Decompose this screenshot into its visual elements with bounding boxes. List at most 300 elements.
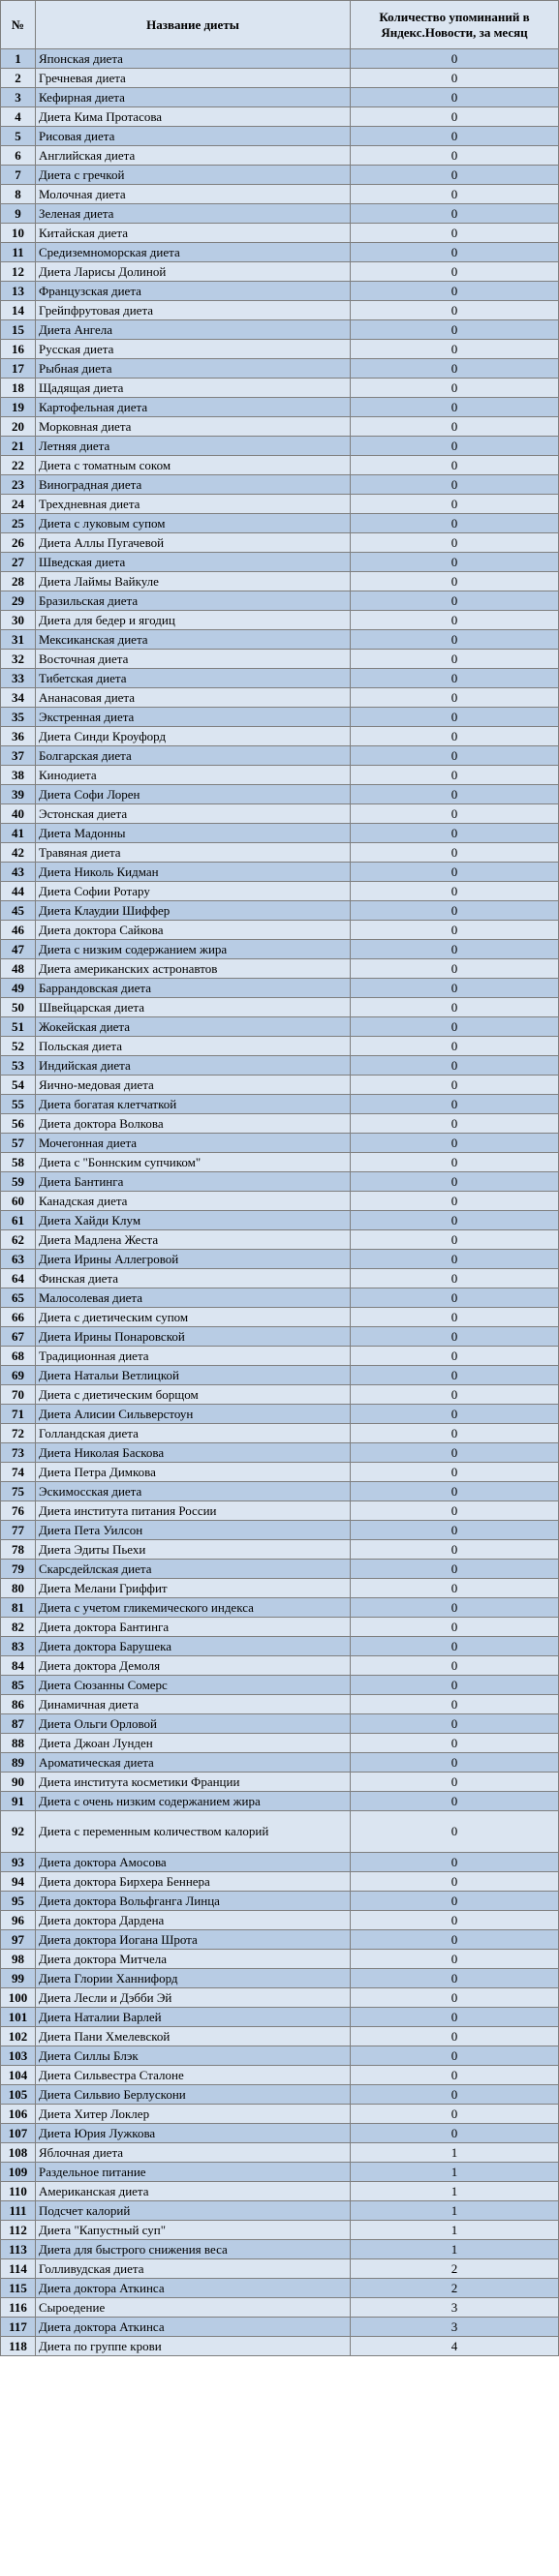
table-row	[1, 1288, 559, 1308]
row-number: 105	[1, 2085, 36, 2105]
diet-name: Диета для бедер и ягодиц	[36, 611, 351, 630]
table-row	[1, 1930, 559, 1950]
diet-name: Средиземноморская диета	[36, 243, 351, 262]
mention-count: 0	[351, 1037, 559, 1056]
diet-name: Финская диета	[36, 1269, 351, 1288]
row-number: 5	[1, 127, 36, 146]
table-row	[1, 185, 559, 204]
mention-count: 0	[351, 1872, 559, 1892]
mention-count: 0	[351, 1327, 559, 1347]
table-row	[1, 1540, 559, 1560]
row-number: 54	[1, 1076, 36, 1095]
row-number: 65	[1, 1288, 36, 1308]
table-row	[1, 785, 559, 804]
diet-name: Диета Хайди Клум	[36, 1211, 351, 1230]
mention-count: 0	[351, 1598, 559, 1618]
diet-name: Восточная диета	[36, 650, 351, 669]
table-row	[1, 2046, 559, 2066]
header-row	[1, 1, 559, 49]
diet-name: Морковная диета	[36, 417, 351, 437]
diet-name: Диета Петра Димкова	[36, 1463, 351, 1482]
mention-count: 0	[351, 69, 559, 88]
mention-count: 0	[351, 1540, 559, 1560]
row-number: 66	[1, 1308, 36, 1327]
diet-name: Диета доктора Аткинса	[36, 2318, 351, 2337]
table-body	[1, 49, 559, 2356]
row-number: 40	[1, 804, 36, 824]
mention-count: 0	[351, 1424, 559, 1443]
table-row	[1, 49, 559, 69]
table-row	[1, 1734, 559, 1753]
mention-count: 0	[351, 1385, 559, 1405]
row-number: 74	[1, 1463, 36, 1482]
row-number: 21	[1, 437, 36, 456]
diet-name: Виноградная диета	[36, 475, 351, 495]
diet-name: Диета Пани Хмелевской	[36, 2027, 351, 2046]
mention-count: 0	[351, 959, 559, 979]
row-number: 1	[1, 49, 36, 69]
mention-count: 0	[351, 2066, 559, 2085]
table-row	[1, 2182, 559, 2201]
table-row	[1, 1134, 559, 1153]
diet-name: Диета Пета Уилсон	[36, 1521, 351, 1540]
diet-name: Канадская диета	[36, 1192, 351, 1211]
diet-name: Диета доктора Иогана Шрота	[36, 1930, 351, 1950]
row-number: 101	[1, 2008, 36, 2027]
diet-name: Диета института питания России	[36, 1501, 351, 1521]
diet-name: Диета института косметики Франции	[36, 1773, 351, 1792]
mention-count: 0	[351, 359, 559, 379]
table-row	[1, 1405, 559, 1424]
mention-count: 0	[351, 1930, 559, 1950]
row-number: 99	[1, 1969, 36, 1988]
diet-name: Диета с луковым супом	[36, 514, 351, 533]
diet-name: Диета доктора Демоля	[36, 1656, 351, 1676]
table-row	[1, 417, 559, 437]
table-row	[1, 708, 559, 727]
diet-name: Диета доктора Амосова	[36, 1853, 351, 1872]
table-row	[1, 2259, 559, 2279]
table-row	[1, 2143, 559, 2163]
diet-name: Диета Клаудии Шиффер	[36, 901, 351, 921]
diet-name: Зеленая диета	[36, 204, 351, 224]
mention-count: 0	[351, 2027, 559, 2046]
table-row	[1, 437, 559, 456]
table-row	[1, 1385, 559, 1405]
mention-count: 1	[351, 2143, 559, 2163]
row-number: 35	[1, 708, 36, 727]
table-row	[1, 1192, 559, 1211]
mention-count: 0	[351, 1579, 559, 1598]
table-row	[1, 746, 559, 766]
table-row	[1, 901, 559, 921]
diet-name: Бразильская диета	[36, 591, 351, 611]
row-number: 114	[1, 2259, 36, 2279]
diet-name: Диета Мадлена Жеста	[36, 1230, 351, 1250]
mention-count: 0	[351, 921, 559, 940]
table-row	[1, 1230, 559, 1250]
table-row	[1, 1872, 559, 1892]
mention-count: 0	[351, 204, 559, 224]
row-number: 23	[1, 475, 36, 495]
row-number: 27	[1, 553, 36, 572]
diet-name: Диета доктора Барушека	[36, 1637, 351, 1656]
diet-name: Диета с "Боннским супчиком"	[36, 1153, 351, 1172]
table-row	[1, 804, 559, 824]
diet-name: Диета Мелани Гриффит	[36, 1579, 351, 1598]
table-row	[1, 1501, 559, 1521]
diet-name: Диета доктора Дардена	[36, 1911, 351, 1930]
mention-count: 0	[351, 1114, 559, 1134]
mention-count: 0	[351, 727, 559, 746]
row-number: 22	[1, 456, 36, 475]
diet-name: Диета Кима Протасова	[36, 107, 351, 127]
mention-count: 0	[351, 1153, 559, 1172]
table-row	[1, 475, 559, 495]
row-number: 25	[1, 514, 36, 533]
table-row	[1, 998, 559, 1017]
mention-count: 0	[351, 611, 559, 630]
row-number: 24	[1, 495, 36, 514]
diet-name: Диета Сильвио Берлускони	[36, 2085, 351, 2105]
row-number: 11	[1, 243, 36, 262]
table-row	[1, 2279, 559, 2298]
row-number: 82	[1, 1618, 36, 1637]
mention-count: 0	[351, 1288, 559, 1308]
row-number: 26	[1, 533, 36, 553]
diet-name: Американская диета	[36, 2182, 351, 2201]
row-number: 91	[1, 1792, 36, 1811]
diet-name: Диета для быстрого снижения веса	[36, 2240, 351, 2259]
diet-name: Болгарская диета	[36, 746, 351, 766]
diet-name: Диета с учетом гликемического индекса	[36, 1598, 351, 1618]
mention-count: 0	[351, 669, 559, 688]
table-row	[1, 166, 559, 185]
mention-count: 0	[351, 2124, 559, 2143]
diet-name: Экстренная диета	[36, 708, 351, 727]
row-number: 108	[1, 2143, 36, 2163]
diet-name: Диета с диетическим супом	[36, 1308, 351, 1327]
row-number: 28	[1, 572, 36, 591]
diet-name: Швейцарская диета	[36, 998, 351, 1017]
diet-name: Яблочная диета	[36, 2143, 351, 2163]
mention-count: 0	[351, 320, 559, 340]
table-row	[1, 1714, 559, 1734]
row-number: 56	[1, 1114, 36, 1134]
row-number: 63	[1, 1250, 36, 1269]
mention-count: 0	[351, 1250, 559, 1269]
row-number: 77	[1, 1521, 36, 1540]
diet-name: Диета Глории Ханнифорд	[36, 1969, 351, 1988]
diet-name: Шведская диета	[36, 553, 351, 572]
row-number: 50	[1, 998, 36, 1017]
header-mention-count: Количество упоминаний в Яндекс.Новости, за месяц	[351, 1, 559, 49]
row-number: 106	[1, 2105, 36, 2124]
row-number: 87	[1, 1714, 36, 1734]
diet-name: Диета Мадонны	[36, 824, 351, 843]
diet-name: Диета Ларисы Долиной	[36, 262, 351, 282]
mention-count: 0	[351, 2105, 559, 2124]
mention-count: 0	[351, 1405, 559, 1424]
table-row	[1, 1656, 559, 1676]
diet-name: Диета доктора Сайкова	[36, 921, 351, 940]
row-number: 81	[1, 1598, 36, 1618]
mention-count: 0	[351, 708, 559, 727]
table-row	[1, 1482, 559, 1501]
table-row	[1, 940, 559, 959]
row-number: 39	[1, 785, 36, 804]
row-number: 4	[1, 107, 36, 127]
table-row	[1, 650, 559, 669]
table-row	[1, 1560, 559, 1579]
mention-count: 0	[351, 630, 559, 650]
mention-count: 0	[351, 591, 559, 611]
mention-count: 0	[351, 1501, 559, 1521]
row-number: 113	[1, 2240, 36, 2259]
table-row	[1, 533, 559, 553]
mention-count: 0	[351, 1911, 559, 1930]
table-row	[1, 243, 559, 262]
table-row	[1, 224, 559, 243]
table-row	[1, 863, 559, 882]
row-number: 49	[1, 979, 36, 998]
diet-name: Диета с гречкой	[36, 166, 351, 185]
row-number: 59	[1, 1172, 36, 1192]
table-row	[1, 2298, 559, 2318]
row-number: 62	[1, 1230, 36, 1250]
mention-count: 0	[351, 746, 559, 766]
table-row	[1, 301, 559, 320]
mention-count: 0	[351, 1695, 559, 1714]
row-number: 69	[1, 1366, 36, 1385]
diet-name: Английская диета	[36, 146, 351, 166]
table-row	[1, 2124, 559, 2143]
table-row	[1, 2105, 559, 2124]
mention-count: 0	[351, 88, 559, 107]
diet-name: Диета Хитер Локлер	[36, 2105, 351, 2124]
row-number: 93	[1, 1853, 36, 1872]
table-row	[1, 1017, 559, 1037]
table-row	[1, 1618, 559, 1637]
row-number: 52	[1, 1037, 36, 1056]
row-number: 42	[1, 843, 36, 863]
table-row	[1, 495, 559, 514]
row-number: 75	[1, 1482, 36, 1501]
row-number: 53	[1, 1056, 36, 1076]
mention-count: 0	[351, 1753, 559, 1773]
mention-count: 3	[351, 2298, 559, 2318]
diet-name: Русская диета	[36, 340, 351, 359]
table-row	[1, 1892, 559, 1911]
table-row	[1, 398, 559, 417]
diet-name: Диета Бантинга	[36, 1172, 351, 1192]
row-number: 13	[1, 282, 36, 301]
mention-count: 0	[351, 650, 559, 669]
row-number: 118	[1, 2337, 36, 2356]
mention-count: 0	[351, 1482, 559, 1501]
header-num: №	[1, 1, 36, 49]
mention-count: 1	[351, 2163, 559, 2182]
table-row	[1, 1250, 559, 1269]
diet-name: Диета Сильвестра Сталоне	[36, 2066, 351, 2085]
mention-count: 0	[351, 1463, 559, 1482]
row-number: 7	[1, 166, 36, 185]
table-row	[1, 1676, 559, 1695]
row-number: 8	[1, 185, 36, 204]
row-number: 3	[1, 88, 36, 107]
row-number: 102	[1, 2027, 36, 2046]
mention-count: 0	[351, 785, 559, 804]
diet-name: Диета Сюзанны Сомерс	[36, 1676, 351, 1695]
mention-count: 0	[351, 1773, 559, 1792]
mention-count: 0	[351, 514, 559, 533]
mention-count: 0	[351, 979, 559, 998]
mention-count: 2	[351, 2279, 559, 2298]
diet-name: Диета "Капустный суп"	[36, 2221, 351, 2240]
table-row	[1, 1076, 559, 1095]
mention-count: 0	[351, 766, 559, 785]
row-number: 61	[1, 1211, 36, 1230]
table-row	[1, 553, 559, 572]
table-row	[1, 688, 559, 708]
row-number: 71	[1, 1405, 36, 1424]
row-number: 30	[1, 611, 36, 630]
row-number: 9	[1, 204, 36, 224]
row-number: 68	[1, 1347, 36, 1366]
row-number: 78	[1, 1540, 36, 1560]
diet-name: Диета Синди Кроуфорд	[36, 727, 351, 746]
table-row	[1, 1598, 559, 1618]
mention-count: 0	[351, 1172, 559, 1192]
mention-count: 1	[351, 2221, 559, 2240]
mention-count: 0	[351, 901, 559, 921]
row-number: 51	[1, 1017, 36, 1037]
mention-count: 0	[351, 49, 559, 69]
table-row	[1, 1695, 559, 1714]
mention-count: 3	[351, 2318, 559, 2337]
diet-name: Диета Ирины Понаровской	[36, 1327, 351, 1347]
table-row	[1, 1114, 559, 1134]
row-number: 45	[1, 901, 36, 921]
diet-name: Диета Силлы Блэк	[36, 2046, 351, 2066]
mention-count: 0	[351, 1056, 559, 1076]
table-row	[1, 2221, 559, 2240]
row-number: 76	[1, 1501, 36, 1521]
mention-count: 0	[351, 262, 559, 282]
row-number: 92	[1, 1811, 36, 1853]
mention-count: 0	[351, 804, 559, 824]
table-row	[1, 727, 559, 746]
row-number: 115	[1, 2279, 36, 2298]
diet-name: Польская диета	[36, 1037, 351, 1056]
row-number: 32	[1, 650, 36, 669]
table-row	[1, 1792, 559, 1811]
diet-name: Рисовая диета	[36, 127, 351, 146]
row-number: 86	[1, 1695, 36, 1714]
diet-name: Голливудская диета	[36, 2259, 351, 2279]
mention-count: 0	[351, 1618, 559, 1637]
table-row	[1, 2318, 559, 2337]
row-number: 67	[1, 1327, 36, 1347]
row-number: 85	[1, 1676, 36, 1695]
mention-count: 0	[351, 1347, 559, 1366]
table-row	[1, 282, 559, 301]
table-row	[1, 882, 559, 901]
diet-name: Щадящая диета	[36, 379, 351, 398]
header-diet-name: Название диеты	[36, 1, 351, 49]
diet-name: Традиционная диета	[36, 1347, 351, 1366]
diet-name: Диета Софи Лорен	[36, 785, 351, 804]
diet-name: Диета Лесли и Дэбби Эй	[36, 1988, 351, 2008]
table-row	[1, 1443, 559, 1463]
table-row	[1, 1095, 559, 1114]
table-row	[1, 1521, 559, 1540]
diet-name: Гречневая диета	[36, 69, 351, 88]
table-row	[1, 1950, 559, 1969]
table-row	[1, 959, 559, 979]
mention-count: 0	[351, 107, 559, 127]
diet-name: Мочегонная диета	[36, 1134, 351, 1153]
table-row	[1, 1811, 559, 1853]
row-number: 94	[1, 1872, 36, 1892]
row-number: 84	[1, 1656, 36, 1676]
mention-count: 0	[351, 940, 559, 959]
mention-count: 0	[351, 1988, 559, 2008]
diet-name: Динамичная диета	[36, 1695, 351, 1714]
table-row	[1, 1463, 559, 1482]
table-row	[1, 456, 559, 475]
table-row	[1, 340, 559, 359]
row-number: 20	[1, 417, 36, 437]
row-number: 112	[1, 2221, 36, 2240]
row-number: 57	[1, 1134, 36, 1153]
mention-count: 0	[351, 185, 559, 204]
mention-count: 0	[351, 398, 559, 417]
mention-count: 0	[351, 1366, 559, 1385]
mention-count: 4	[351, 2337, 559, 2356]
table-row	[1, 591, 559, 611]
mention-count: 0	[351, 146, 559, 166]
diet-name: Диета с очень низким содержанием жира	[36, 1792, 351, 1811]
table-row	[1, 2163, 559, 2182]
table-row	[1, 1037, 559, 1056]
row-number: 10	[1, 224, 36, 243]
mention-count: 0	[351, 688, 559, 708]
diet-name: Диета Софии Ротару	[36, 882, 351, 901]
diet-name: Китайская диета	[36, 224, 351, 243]
mention-count: 0	[351, 2046, 559, 2066]
mention-count: 0	[351, 1192, 559, 1211]
row-number: 73	[1, 1443, 36, 1463]
table-row	[1, 2027, 559, 2046]
table-row	[1, 1988, 559, 2008]
mention-count: 0	[351, 1656, 559, 1676]
mention-count: 0	[351, 1017, 559, 1037]
mention-count: 0	[351, 824, 559, 843]
mention-count: 0	[351, 282, 559, 301]
mention-count: 0	[351, 1811, 559, 1853]
row-number: 96	[1, 1911, 36, 1930]
diet-name: Летняя диета	[36, 437, 351, 456]
diet-name: Диета Ирины Аллегровой	[36, 1250, 351, 1269]
mention-count: 0	[351, 1308, 559, 1327]
row-number: 6	[1, 146, 36, 166]
row-number: 79	[1, 1560, 36, 1579]
mention-count: 0	[351, 1521, 559, 1540]
diet-name: Диета Алисии Сильверстоун	[36, 1405, 351, 1424]
mention-count: 0	[351, 1269, 559, 1288]
diet-name: Баррандовская диета	[36, 979, 351, 998]
